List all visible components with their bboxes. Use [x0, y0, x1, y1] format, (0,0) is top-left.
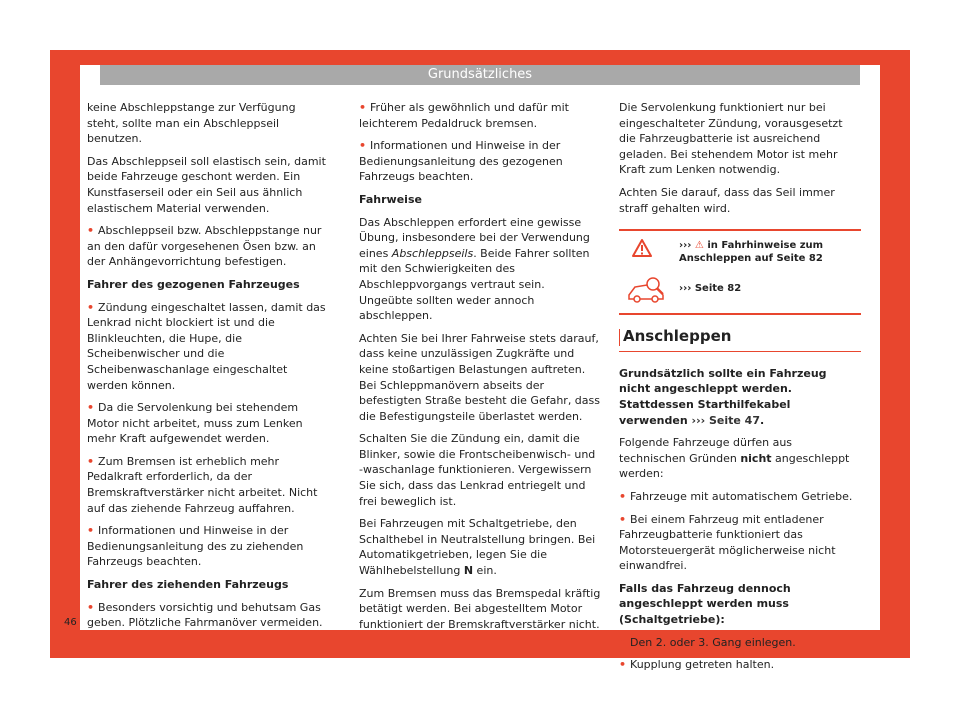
bullet-item: • Besonders vorsichtig und behutsam Gas geben. Plötzliche Fahrmanöver vermeiden. — [87, 600, 329, 631]
paragraph: Zum Bremsen muss das Bremspedal kräftig betätigt werden. Bei abgestelltem Motor funktioniert der Bremskraftverstärker nicht. — [359, 586, 601, 631]
paragraph — [619, 435, 861, 482]
subheading: Fahrer des ziehenden Fahrzeugs — [87, 578, 289, 592]
subheading: Falls das Fahrzeug dennoch angeschleppt werden muss (Schaltgetriebe): — [619, 581, 791, 627]
text-run: Folgende Fahrzeuge dürfen aus technischen Gründen — [619, 436, 793, 465]
intro-paragraph — [619, 366, 861, 428]
column-left — [87, 100, 329, 638]
bullet-item: • Informationen und Hinweise in der Bedienungsanleitung des gezogenen Fahrzeugs beachten. — [359, 138, 601, 185]
mini-warning-icon: ⚠ — [694, 240, 704, 252]
paragraph: Achten Sie darauf, dass das Seil immer straff gehalten wird. — [619, 185, 835, 215]
text-run: Bei Fahrzeugen mit Schaltgetriebe, den Schalthebel in Neutralstellung bringen. Bei Automatikgetrieben, legen Sie die Wählhebelstellung — [359, 517, 596, 578]
text-run: Das Abschleppen erfordert eine gewisse Übung, insbesondere bei der Verwendung eines — [359, 215, 590, 260]
note-reference[interactable]: ››› Seite 82 — [679, 283, 742, 295]
text-run: angeschleppt werden: — [619, 451, 850, 481]
bullet-item: • Bei einem Fahrzeug mit entladener Fahrzeugbatterie funktioniert das Motorsteuergerät möglicherweise nicht einwandfrei. — [619, 512, 861, 574]
paragraph: Schalten Sie die Zündung ein, damit die Blinker, sowie die Frontscheibenwisch- und -waschanlage funktionieren. Vergewissern Sie sich, dass das Lenkrad entriegelt und frei beweglich ist. — [359, 432, 596, 508]
bullet-item: • Informationen und Hinweise in der Bedienungsanleitung des zu ziehenden Fahrzeugs beachten. — [87, 523, 329, 570]
column-middle — [359, 100, 601, 639]
column-right — [619, 100, 861, 680]
warning-triangle-icon — [631, 238, 653, 263]
section-title: Anschleppen — [623, 327, 732, 346]
page-header: Grundsätzliches — [100, 65, 860, 85]
paragraph — [359, 516, 601, 578]
paragraph: Die Servolenkung funktioniert nur bei eingeschalteter Zündung, vorausgesetzt die Fahrzeugbatterie ist ausreichend geladen. Bei stehendem Motor ist mehr Kraft zum Lenken notwendig. — [619, 101, 843, 177]
italic-term: Abschleppseils — [391, 246, 474, 260]
page-reference-link[interactable]: ››› Seite 47 — [691, 413, 760, 427]
arrow-marker: ››› — [679, 240, 692, 252]
text-run: . Beide Fahrer sollten mit den Schwierigkeiten des Abschleppvorgangs vertraut sein. Ungeübte sollten weder annoch abschleppen. — [359, 246, 590, 323]
bullet-item: • Zum Bremsen ist erheblich mehr Pedalkraft erforderlich, da der Bremskraftverstärker nicht arbeitet. Nicht auf das ziehende Fahrzeug auffahren. — [87, 454, 329, 516]
paragraph: keine Abschleppstange zur Verfügung steht, sollte man ein Abschleppseil benutzen. — [87, 101, 296, 146]
paragraph — [359, 215, 601, 324]
page-number: 46 — [64, 617, 77, 628]
car-book-icon — [627, 275, 667, 308]
bullet-item: • Früher als gewöhnlich und dafür mit leichterem Pedaldruck bremsen. — [359, 100, 601, 131]
text-run: . — [759, 413, 765, 427]
paragraph: Das Abschleppseil soll elastisch sein, damit beide Fahrzeuge geschont werden. Ein Kunstfaserseil oder ein Seil aus ähnlich elastischem Material verwenden. — [87, 154, 326, 215]
paragraph: Achten Sie bei Ihrer Fahrweise stets darauf, dass keine unzulässigen Zugkräfte und keine stoßartigen Belastungen auftreten. Bei Schleppmanövern abseits der befestigten Straße besteht die Gefahr, dass die Befestigungsteile überlastet werden. — [359, 331, 600, 423]
emphasis: nicht — [740, 451, 772, 465]
bullet-item: • Den 2. oder 3. Gang einlegen. — [619, 635, 861, 651]
text-run: Grundsätzlich sollte ein Fahrzeug nicht angeschleppt werden. Stattdessen Starthilfekabel verwenden — [619, 366, 827, 427]
bullet-item: • Kupplung getreten halten. — [619, 657, 861, 673]
subheading: Fahrer des gezogenen Fahrzeuges — [87, 277, 300, 291]
bullet-item: • Zündung eingeschaltet lassen, damit das Lenkrad nicht blockiert ist und die Blinkleuchten, die Hupe, die Scheibenwischer und die Scheibenwaschanlage eingeschaltet werden können. — [87, 300, 329, 394]
warning-reference[interactable] — [679, 239, 859, 265]
warning-box — [619, 229, 861, 315]
bullet-item: • Da die Servolenkung bei stehendem Motor nicht arbeitet, muss zum Lenken mehr Kraft aufgewendet werden. — [87, 400, 329, 447]
subheading: Fahrweise — [359, 192, 422, 206]
warning-reference-text: in Fahrhinweise zum Anschleppen auf Seite 82 — [679, 240, 824, 265]
bullet-item: • Abschleppseil bzw. Abschleppstange nur an den dafür vorgesehenen Ösen bzw. an der Anhängevorrichtung befestigen. — [87, 223, 329, 270]
text-run: ein. — [473, 564, 497, 578]
bullet-item: • Fahrzeuge mit automatischem Getriebe. — [619, 489, 861, 505]
section-heading — [619, 329, 861, 352]
gear-letter: N — [463, 564, 474, 578]
